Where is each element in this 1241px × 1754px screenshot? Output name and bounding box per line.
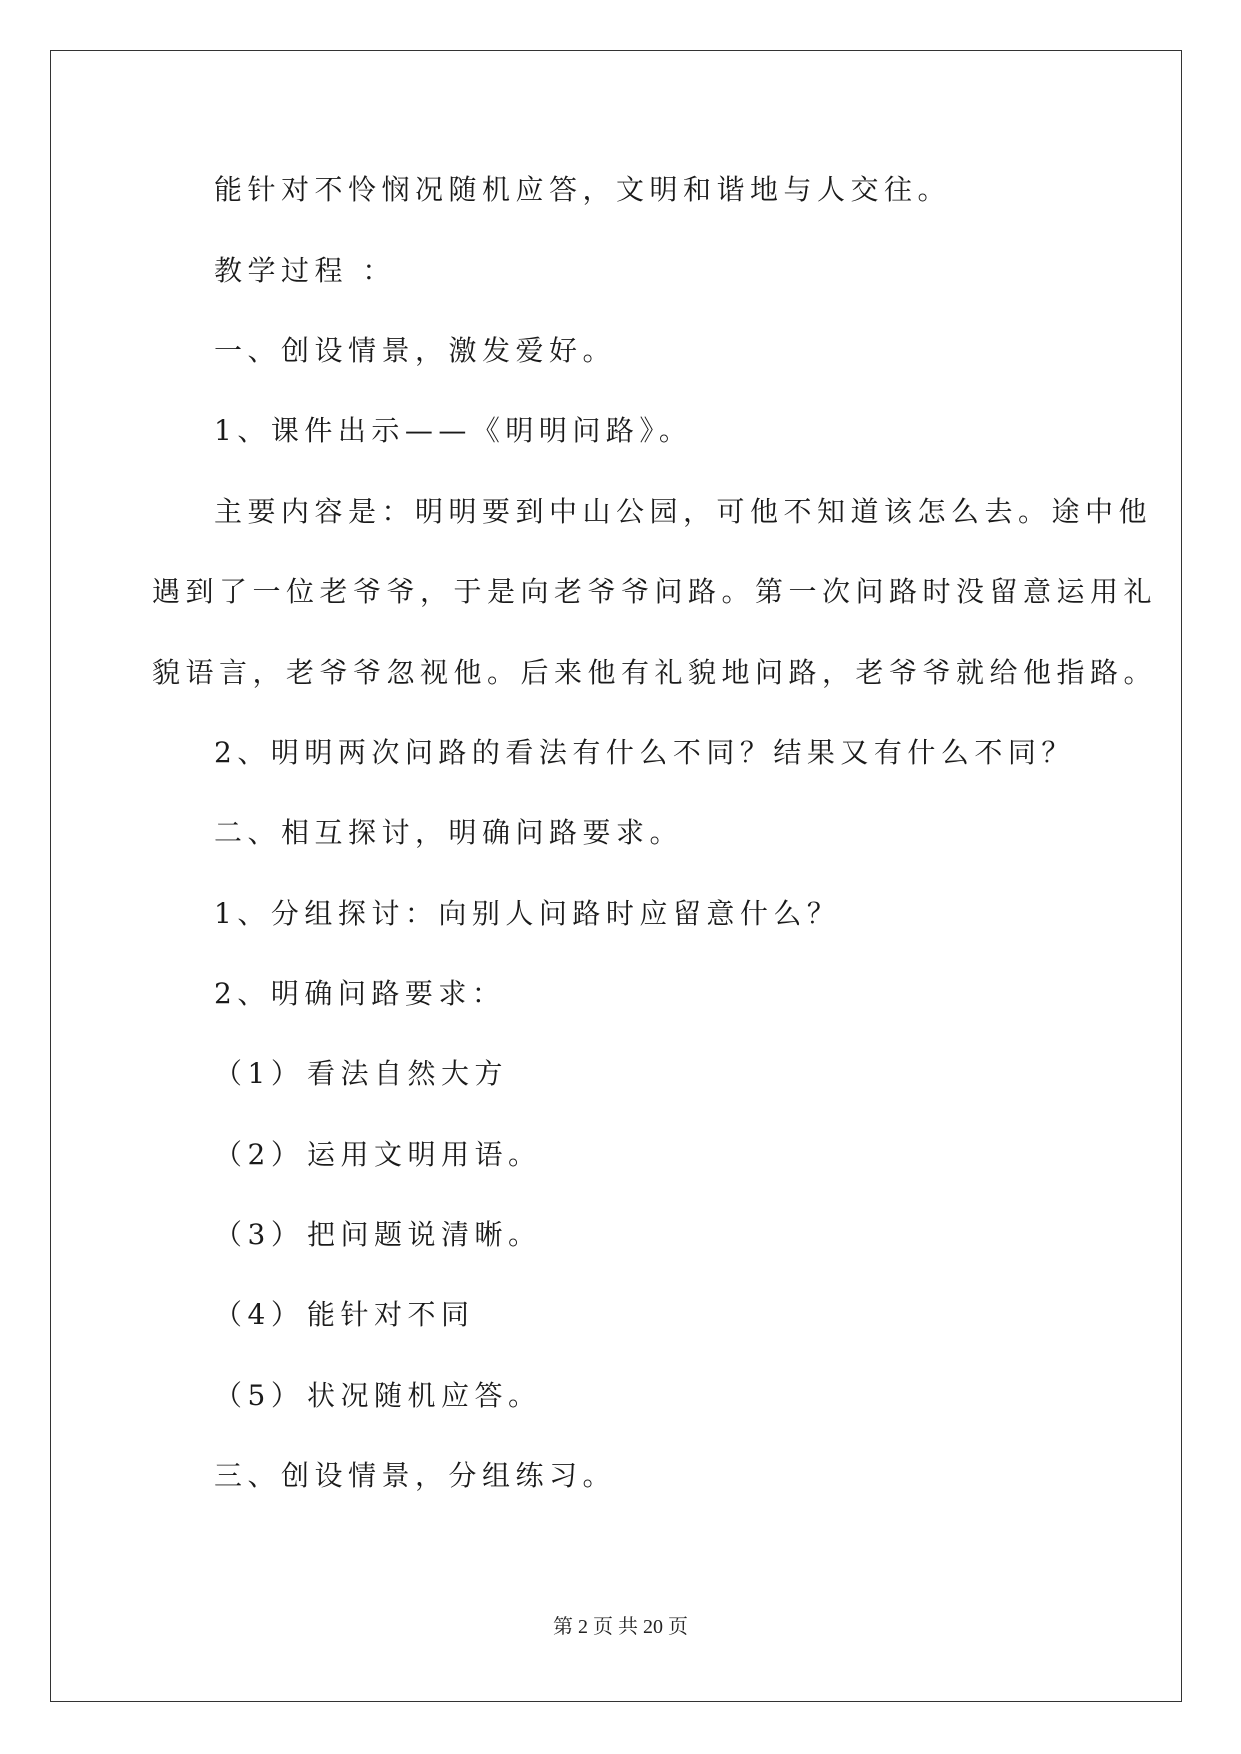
paragraph: 主要内容是：明明要到中山公园，可他不知道该怎么去。途中他 — [214, 495, 1153, 528]
list-item: 把问题说清晰。 — [307, 1218, 542, 1251]
paragraph: 1、分组探讨：向别人问路时应留意什么？ — [214, 897, 841, 930]
section-heading: 一、创设情景，激发爱好。 — [214, 334, 617, 367]
paragraph: 2、明明两次问路的看法有什么不同？结果又有什么不同？ — [214, 736, 1075, 769]
section-heading: 三、创设情景，分组练习。 — [214, 1459, 617, 1492]
list-item-number: （4） — [214, 1298, 305, 1331]
paragraph: 能针对不怜悯况随机应答，文明和谐地与人交往。 — [214, 173, 952, 206]
paragraph: 遇到了一位老爷爷，于是向老爷爷问路。第一次问路时没留意运用礼 — [152, 575, 1158, 608]
list-item-number: （1） — [214, 1057, 305, 1090]
list-item-number: （3） — [214, 1218, 305, 1251]
section-heading: 教学过程 ： — [214, 254, 396, 287]
paragraph: 1、课件出示——《明明问路》。 — [214, 414, 693, 447]
section-heading: 二、相互探讨，明确问路要求。 — [214, 816, 684, 849]
page-number-footer: 第 2 页 共 20 页 — [553, 1616, 688, 1638]
list-item: 能针对不同 — [307, 1298, 475, 1331]
page-border — [50, 50, 1182, 1702]
list-item: 状况随机应答。 — [307, 1379, 542, 1412]
list-item-number: （2） — [214, 1138, 305, 1171]
list-item: 看法自然大方 — [307, 1057, 509, 1090]
list-item: 运用文明用语。 — [307, 1138, 542, 1171]
paragraph: 2、明确问路要求： — [214, 977, 506, 1010]
list-item-number: （5） — [214, 1379, 305, 1412]
paragraph: 貌语言，老爷爷忽视他。后来他有礼貌地问路，老爷爷就给他指路。 — [152, 656, 1158, 689]
